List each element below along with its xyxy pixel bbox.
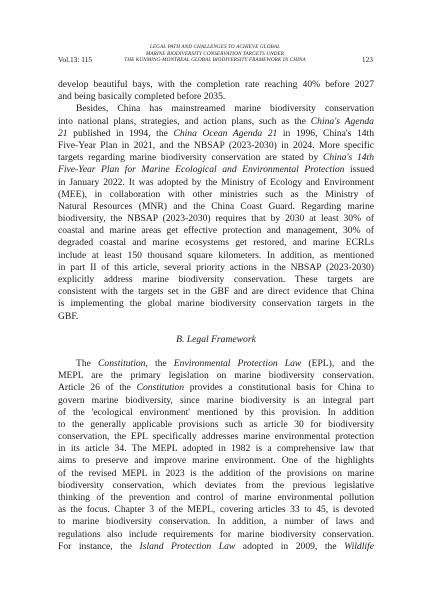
text-line (58, 492, 374, 504)
text-segment: of the 'ecological environment' mentioned by this provision. In addition (58, 406, 374, 418)
italic-title: China's Agenda (310, 115, 374, 127)
italic-title: Constitution (136, 382, 185, 394)
text-line (58, 262, 374, 274)
text-segment: MEPL are the primary legislation on marine biodiversity conservation. (58, 370, 374, 382)
text-line (58, 128, 374, 140)
text-segment: in January 2022. It was adopted by the Ministry of Ecology and Environment (58, 176, 374, 188)
text-segment: issued (344, 164, 374, 176)
text-line: and being basically completed before 2035. (58, 91, 226, 103)
text-segment: The (76, 357, 99, 369)
text-line (58, 103, 374, 115)
text-line (58, 189, 374, 201)
text-line: develop beautiful bays, with the completion rate reaching 40% before 2027 (58, 79, 374, 90)
text-line (58, 116, 374, 128)
text-segment: thinking of the prevention and control of marine environmental pollution (58, 492, 374, 503)
paragraph-2 (58, 103, 374, 322)
text-segment: aims to preserve and improve marine environment. One of the highlights (58, 455, 374, 467)
text-line (58, 164, 374, 176)
italic-title: China Ocean Agenda 21 (173, 127, 278, 139)
text-segment: provides a constitutional basis for China to (184, 382, 374, 394)
italic-title: Wildlife (344, 540, 374, 552)
text-segment: Besides, China has mainstreamed marine biodiversity conservation (76, 103, 374, 115)
text-segment: of the revised MEPL in 2023 is the addition of the provisions on marine (58, 467, 374, 479)
text-line (58, 201, 374, 213)
text-segment: explicitly address marine biodiversity conservation. These targets are (58, 274, 374, 285)
running-title (120, 44, 310, 64)
page-number: 123 (361, 55, 373, 64)
text-line (58, 225, 374, 237)
text-segment: as the focus. Chapter 3 of the MEPL, covering articles 33 to 45, is devoted (58, 504, 374, 516)
text-segment: biodiversity conservation, which deviates from the previous legislative (58, 479, 374, 491)
italic-title: 21 (58, 127, 68, 139)
text-line (58, 468, 374, 480)
running-title-line: THE KUNMING-MONTREAL GLOBAL BIODIVERSITY FRAMEWORK IN CHINA (124, 57, 306, 64)
text-line (58, 407, 374, 419)
text-line (58, 382, 374, 394)
text-line (58, 237, 374, 249)
text-segment: (EPL), and the (301, 357, 374, 369)
italic-title: Constitution (98, 357, 146, 369)
text-line (58, 504, 374, 516)
body-text (58, 79, 374, 553)
text-segment: in 1996, China's 14th (277, 127, 374, 139)
text-segment: govern marine biodiversity, since marine biodiversity is an integral part (58, 394, 374, 406)
text-line (58, 541, 374, 553)
running-title-line: MARINE BIODIVERSITY CONSERVATION TARGETS UNDER (145, 50, 285, 57)
text-segment: , the (145, 357, 174, 369)
text-line (58, 480, 374, 492)
text-segment: targets regarding marine biodiversity conservation are stated by (58, 152, 323, 164)
text-line (58, 250, 374, 262)
text-line (58, 298, 374, 310)
text-segment: is implementing the global marine biodiversity conservation targets in the (58, 298, 374, 310)
text-segment: published in 1994, the (67, 127, 174, 139)
text-line (58, 286, 374, 298)
running-title-line: LEGAL PATH AND CHALLENGES TO ACHIEVE GLOBAL (149, 44, 281, 50)
italic-title: Island Protection Law (139, 540, 236, 552)
text-line (58, 213, 374, 225)
text-segment: adopted in 2009, the (235, 540, 345, 552)
italic-title: China's 14th (323, 152, 375, 164)
text-line (58, 455, 374, 467)
paragraph-1 (58, 79, 374, 103)
text-segment: into national plans, strategies, and action plans, such as the (58, 115, 311, 127)
text-segment: (MEE), in collaboration with other ministries such as the Ministry of (58, 188, 374, 200)
text-segment: regulations also include requirements for marine biodiversity conservation. (58, 528, 374, 540)
section-heading: B. Legal Framework (176, 333, 256, 345)
text-segment: to marine biodiversity conservation. In addition, a number of laws and (58, 516, 374, 528)
text-segment: coastal and marine areas get effective protection and management, 30% of (58, 225, 374, 237)
text-line (58, 152, 374, 164)
text-segment: include at least 150 thousand square kilometers. In addition, as mentioned (58, 249, 374, 261)
text-line (58, 311, 374, 323)
text-segment: degraded coastal and marine ecosystems get restored, and marine ECRLs (58, 237, 374, 249)
text-line (58, 140, 374, 152)
text-segment: conservation, the EPL specifically addresses marine environmental protection (58, 431, 374, 443)
text-segment: consistent with the targets set in the GBF and are direct evidence that China (58, 286, 374, 298)
text-segment: Article 26 of the (58, 382, 137, 394)
text-segment: in its article 34. The MEPL adopted in 1982 is a comprehensive law that (58, 443, 374, 455)
text-segment: biodiversity, the NBSAP (2023-2030) requires that by 2030 at least 30% of (58, 213, 374, 225)
paragraph-3 (58, 358, 374, 553)
italic-title: Five-Year Plan for Marine Ecological and Environmental Protection (58, 164, 345, 176)
text-segment: to the generally applicable provisions such as article 30 for biodiversity (58, 418, 374, 430)
text-segment: Five-Year Plan in 2021, and the NBSAP (2023-2030) in 2024. More specific (58, 139, 374, 151)
text-line (58, 443, 374, 455)
text-segment: GBF. (58, 310, 79, 322)
text-line (58, 395, 374, 407)
text-segment: Natural Resources (MNR) and the China Coast Guard. Regarding marine (58, 200, 374, 212)
text-segment: For instance, the (58, 540, 140, 552)
volume-label: Vol.13: 115 (58, 55, 93, 64)
text-line (58, 370, 374, 382)
text-line (58, 358, 374, 370)
text-line (58, 529, 374, 541)
text-line (58, 431, 374, 443)
text-line (58, 419, 374, 431)
text-line (58, 177, 374, 189)
text-line (58, 516, 374, 528)
page-header (58, 44, 373, 84)
italic-title: Environmental Protection Law (173, 357, 302, 369)
text-line (58, 274, 374, 286)
text-segment: in part II of this article, several priority actions in the NBSAP (2023-2030) (58, 261, 374, 273)
